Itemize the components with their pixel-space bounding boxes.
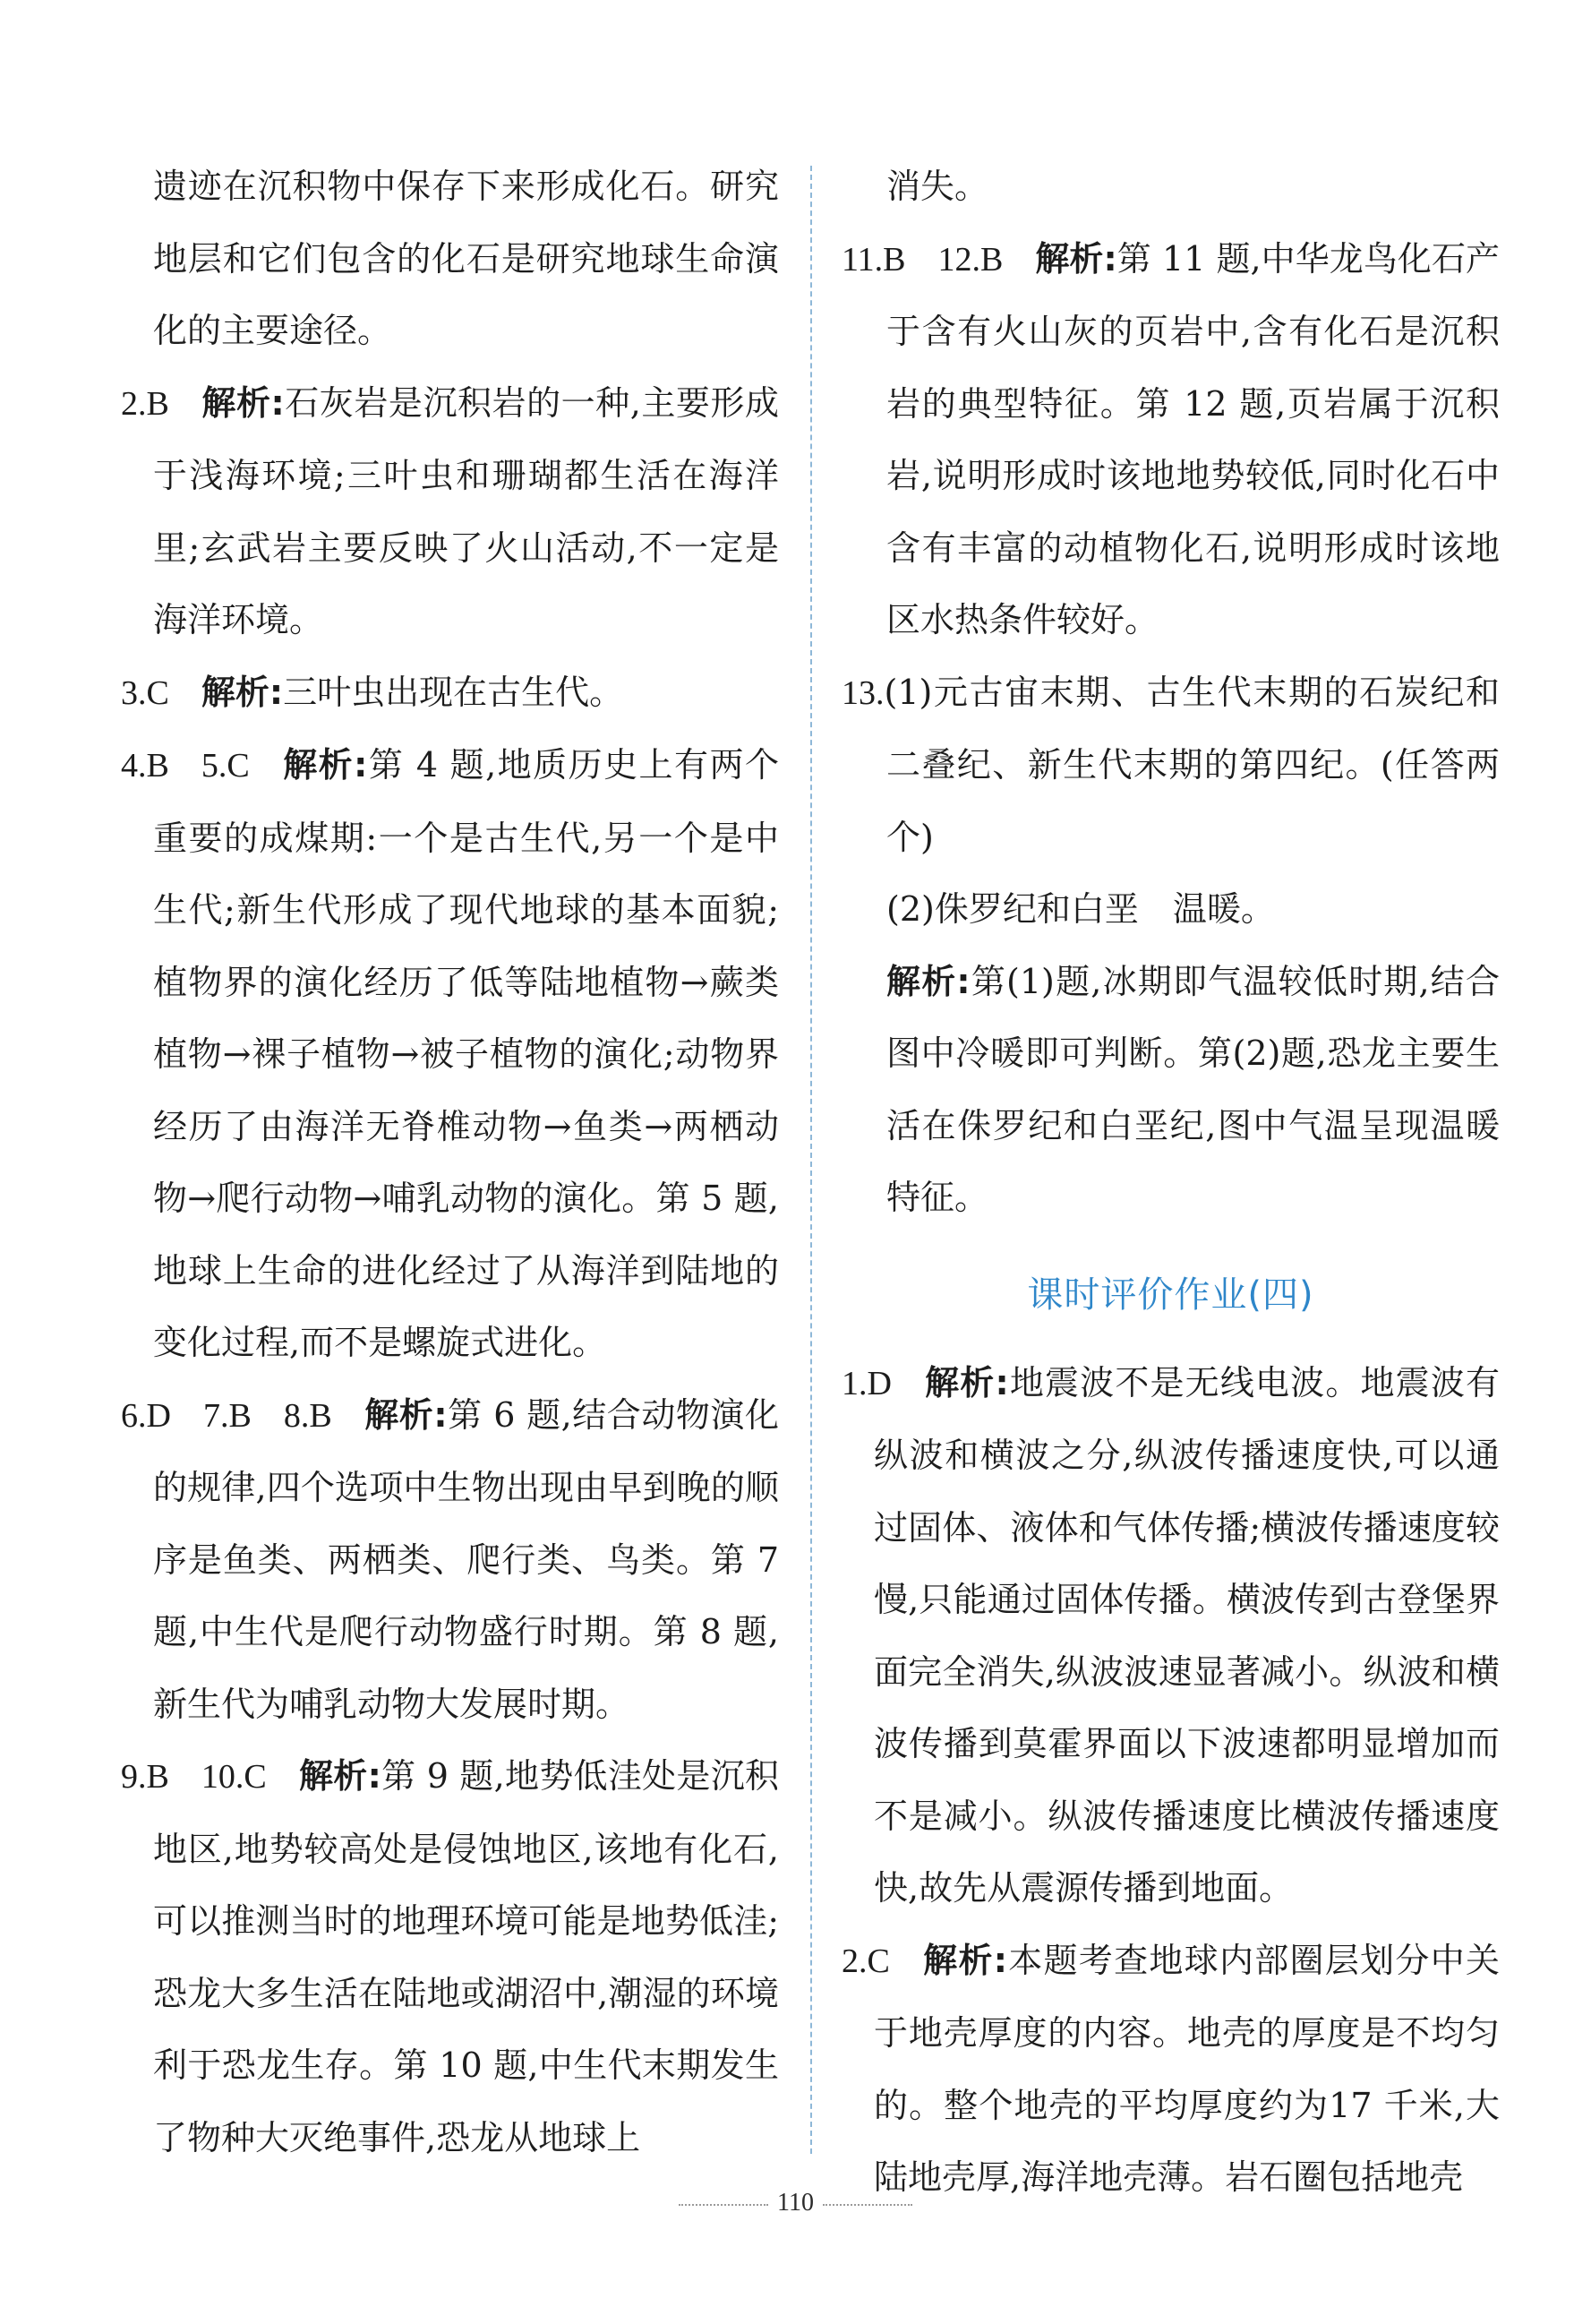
analysis-text: 三叶虫出现在古生代。 — [283, 672, 624, 712]
answer-item-6-8 — [121, 1379, 779, 1741]
answer-number: 4.B — [121, 747, 169, 785]
answer-number: 2.B — [121, 384, 169, 423]
analysis-text: 第 4 题,地质历史上有两个重要的成煤期:一个是古生代,另一个是中生代;新生代形成了现代地球的基本面貌;植物界的演化经历了低等陆地植物→蕨类植物→裸子植物→被子植物的演化;动物界经历了由海洋无脊椎动物→鱼类→两栖动物→爬行动物→哺乳动物的演化。第 5 题,地球上生命的进化经过了从海洋到陆地的变化过程,而不是螺旋式进化。 — [153, 745, 779, 1362]
answer-item-3 — [121, 656, 779, 730]
right-column — [842, 150, 1500, 2214]
analysis-label: 解析: — [281, 745, 368, 785]
answer-item-13 — [842, 656, 1500, 874]
answer-number: 10.C — [201, 1758, 267, 1796]
analysis-label: 解析: — [921, 1940, 1007, 1980]
right-continuation-paragraph: 消失。 — [886, 167, 989, 206]
analysis-label: 解析: — [201, 382, 285, 423]
answer-13-part-2: (2)侏罗纪和白垩 温暖。 — [886, 889, 1275, 929]
answer-13-analysis — [842, 946, 1500, 1234]
left-continuation-paragraph: 遗迹在沉积物中保存下来形成化石。研究地层和它们包含的化石是研究地球生命演化的主要途径。 — [153, 167, 779, 350]
answer-number: 7.B — [202, 1396, 252, 1435]
left-column — [121, 150, 779, 2174]
analysis-text: 第 6 题,结合动物演化的规律,四个选项中生物出现由早到晚的顺序是鱼类、两栖类、爬行类、鸟类。第 7 题,中生代是爬行动物盛行时期。第 8 题,新生代为哺乳动物大发展时期。 — [153, 1394, 779, 1724]
analysis-text: 第 9 题,地势低洼处是沉积地区,地势较高处是侵蚀地区,该地有化石,可以推测当时的地理环境可能是地势低洼;恐龙大多生活在陆地或湖沼中,潮湿的环境利于恐龙生存。第 10 题,中生代末期发生了物种大灭绝事件,恐龙从地球上 — [153, 1756, 779, 2157]
answer-number: 12.B — [937, 240, 1004, 279]
answer-number: 8.B — [283, 1396, 332, 1435]
answer-number: 2.C — [842, 1942, 890, 1980]
analysis-text: 地震波不是无线电波。地震波有纵波和横波之分,纵波传播速度快,可以通过固体、液体和气体传播;横波传播速度较慢,只能通过固体传播。横波传到古登堡界面完全消失,纵波波速显著减小。纵波和横波传播到莫霍界面以下波速都明显增加而不是减小。纵波传播速度比横波传播速度快,故先从震源传播到地面。 — [874, 1362, 1500, 1908]
analysis-label: 解析: — [923, 1362, 1009, 1402]
answer-number: 6.D — [121, 1396, 171, 1435]
analysis-text: 石灰岩是沉积岩的一种,主要形成于浅海环境;三叶虫和珊瑚都生活在海洋里;玄武岩主要反映了火山活动,不一定是海洋环境。 — [153, 382, 779, 639]
analysis-label: 解析: — [201, 672, 284, 712]
homework-item-1 — [842, 1347, 1500, 1925]
answer-number: 1.D — [842, 1364, 892, 1402]
analysis-text: 第 11 题,中华龙鸟化石产于含有火山灰的页岩中,含有化石是沉积岩的典型特征。第 12 题,页岩属于沉积岩,说明形成时该地地势较低,同时化石中含有丰富的动植物化石,说明形成时该地区水热条件较好。 — [886, 238, 1501, 639]
column-divider — [810, 166, 812, 2154]
answer-number: 3.C — [121, 673, 169, 712]
page-footer — [0, 2189, 1591, 2217]
answer-13-part-1: (1)元古宙末期、古生代末期的石炭纪和二叠纪、新生代末期的第四纪。(任答两个) — [884, 672, 1500, 857]
analysis-label: 解析: — [1035, 238, 1117, 279]
answer-item-9-10 — [121, 1740, 779, 2174]
page-number: 110 — [777, 2189, 814, 2217]
footer-dotted-rule-left — [679, 2204, 768, 2206]
analysis-label: 解析: — [886, 961, 971, 1001]
analysis-label: 解析: — [298, 1756, 381, 1796]
homework-item-2 — [842, 1925, 1500, 2214]
answer-number: 9.B — [121, 1758, 169, 1796]
answer-number: 11.B — [842, 240, 906, 279]
section-title: 课时评价作业(四) — [1027, 1273, 1314, 1316]
answer-number: 5.C — [201, 747, 250, 785]
analysis-label: 解析: — [364, 1394, 448, 1435]
answer-number: 13. — [842, 673, 885, 712]
footer-dotted-rule-right — [823, 2204, 912, 2206]
analysis-text: 本题考查地球内部圈层划分中关于地壳厚度的内容。地壳的厚度是不均匀的。整个地壳的平均厚度约为17 千米,大陆地壳厚,海洋地壳薄。岩石圈包括地壳 — [874, 1940, 1500, 2197]
answer-item-4-5 — [121, 729, 779, 1379]
answer-item-11-12 — [842, 223, 1500, 656]
answer-item-2 — [121, 367, 779, 656]
analysis-text: 第(1)题,冰期即气温较低时期,结合图中冷暖即可判断。第(2)题,恐龙主要生活在侏罗纪和白垩纪,图中气温呈现温暖特征。 — [886, 961, 1500, 1217]
